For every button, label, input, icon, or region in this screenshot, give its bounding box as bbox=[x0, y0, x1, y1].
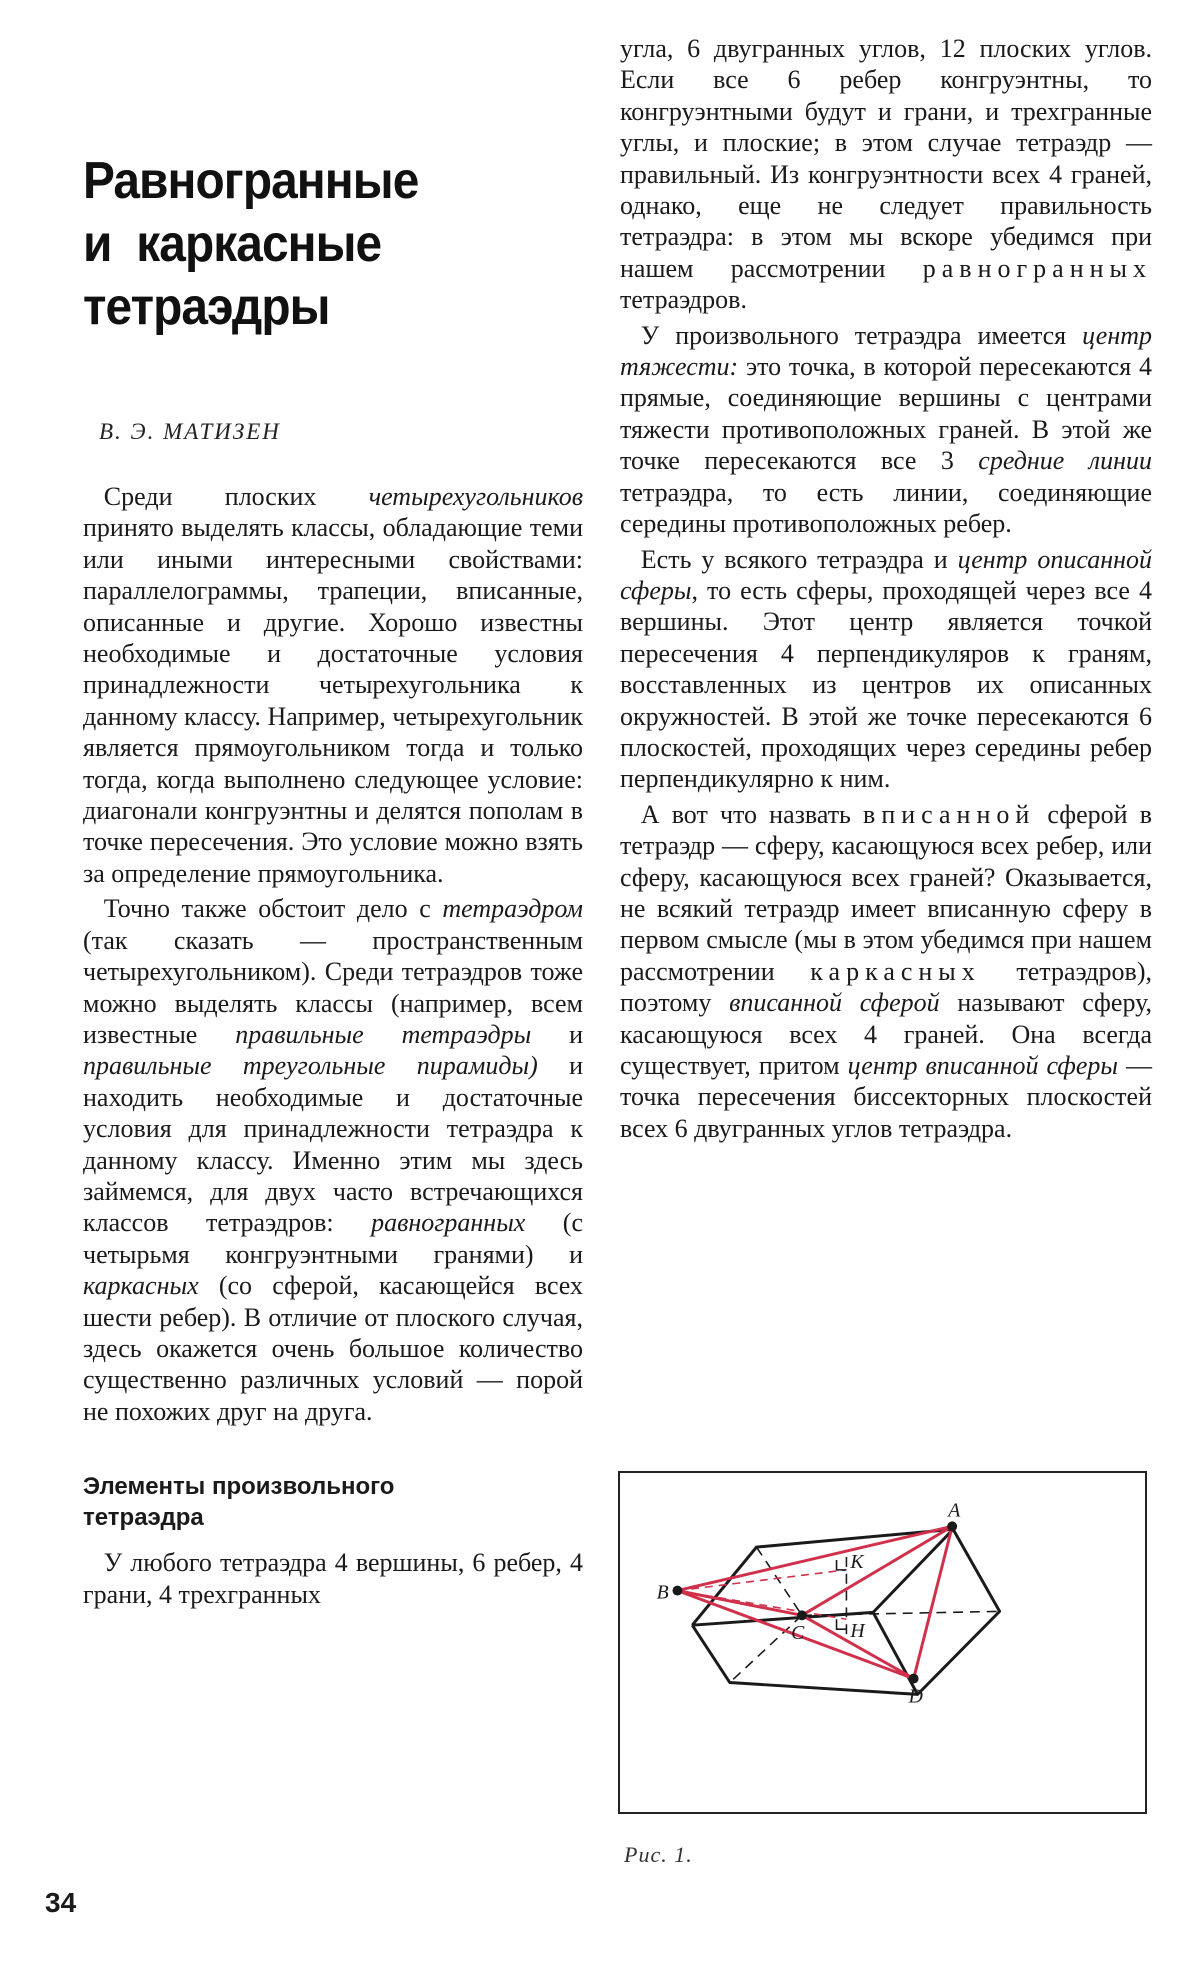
figure-tetrahedron-in-prism bbox=[618, 1471, 1147, 1814]
author-byline: В. Э. МАТИЗЕН bbox=[99, 419, 281, 444]
figure-svg bbox=[620, 1473, 1145, 1812]
section-heading: Элементы произвольного тетраэдра bbox=[83, 1473, 395, 1532]
title-line-2: и каркасные bbox=[83, 215, 382, 273]
paragraph-intro: Среди плоских четырехугольников принято выделять классы, обладающие теми или иными интересными свойствами: параллелограммы, трапеции, вписанные, описанные и другие. Хорошо известны необходимые и достаточные условия принадлежности четырехугольника к данному классу. Например, четырехугольник является прямоугольником тогда и только тогда, когда выполнено следующее условие: диагонали конгруэнтны и делятся пополам в точке пересечения. Это условие можно взять за определение прямоугольника. bbox=[83, 482, 583, 888]
vertex-b bbox=[672, 1586, 682, 1596]
right-column bbox=[620, 33, 1152, 1144]
label-h: H bbox=[850, 1620, 865, 1643]
paragraph-elements-cont: угла, 6 двугранных углов, 12 плоских углов. Если все 6 ребер конгруэнтны, то конгруэнтными будут и грани, и трехгранные углы, и плоские; в этом случае тетраэдр — правильный. Из конгруэнтности всех 4 граней, однако, еще не следует правильность тетраэдра: в этом мы вскоре убедимся при нашем рассмотрении равногранных тетраэдров. bbox=[620, 34, 1152, 315]
label-c: C bbox=[791, 1622, 805, 1645]
page-number: 34 bbox=[45, 1887, 77, 1918]
paragraph-circumsphere: Есть у всякого тетраэдра и центр описанной сферы, то есть сферы, проходящей через все 4 вершины. Этот центр является точкой пересечения 4 перпендикуляров к граням, восставленных из центров их описанных окружностей. В этой же точке пересекаются 6 плоскостей, проходящих через середины ребер перпендикулярно к ним. bbox=[620, 544, 1152, 794]
paragraph-elements: У любого тетраэдра 4 вершины, 6 ребер, 4 грани, 4 трехгранных bbox=[83, 1548, 583, 1609]
vertex-c bbox=[797, 1610, 807, 1620]
title-line-3: тетраэдры bbox=[83, 278, 330, 336]
article-title bbox=[83, 150, 543, 339]
label-d: D bbox=[908, 1685, 923, 1708]
paragraph-centroid: У произвольного тетраэдра имеется центр тяжести: это точка, в которой пересекаются 4 прямые, соединяющие вершины с центрами тяжести противоположных граней. В этой же точке пересекаются все 3 средние линии тетраэдра, то есть линии, соединяющие середины противоположных ребер. bbox=[620, 320, 1152, 539]
vertex-d bbox=[909, 1674, 919, 1684]
label-b: B bbox=[656, 1581, 669, 1604]
left-column bbox=[83, 150, 583, 1610]
title-line-1: Равногранные bbox=[83, 152, 419, 210]
label-k: K bbox=[850, 1550, 864, 1573]
paragraph-tetrahedron-classes: Точно также обстоит дело с тетраэдром (так сказать — пространственным четырехугольником). Среди тетраэдров тоже можно выделять классы (например, всем известные правильные тетраэдры и правильные треугольные пирамиды) и находить необходимые и достаточные условия для принадлежности тетраэдра к данному классу. Именно этим мы здесь займемся, для двух часто встречающихся классов тетраэдров: равногранных (с четырьмя конгруэнтными гранями) и каркасных (со сферой, касающейся всех шести ребер). В отличие от плоского случая, здесь окажется очень большое количество существенно различных условий — порой не похожих друг на друга. bbox=[83, 894, 584, 1426]
tetrahedron-edges bbox=[677, 1526, 952, 1678]
paragraph-insphere: А вот что назвать вписанной сферой в тетраэдр — сферу, касающуюся всех ребер, или сферу, касающуюся всех граней? Оказывается, не всякий тетраэдр имеет вписанную сферу в первом смысле (мы в этом убедимся при нашем рассмотрении каркасных тетраэдров), поэтому вписанной сферой называют сферу, касающуюся всех 4 граней. Она всегда существует, притом центр вписанной сферы — точка пересечения биссекторных плоскостей всех 6 двугранных углов тетраэдра. bbox=[620, 799, 1152, 1143]
figure-caption: Рис. 1. bbox=[624, 1842, 693, 1867]
vertex-a bbox=[947, 1521, 957, 1531]
label-a: A bbox=[948, 1499, 961, 1522]
